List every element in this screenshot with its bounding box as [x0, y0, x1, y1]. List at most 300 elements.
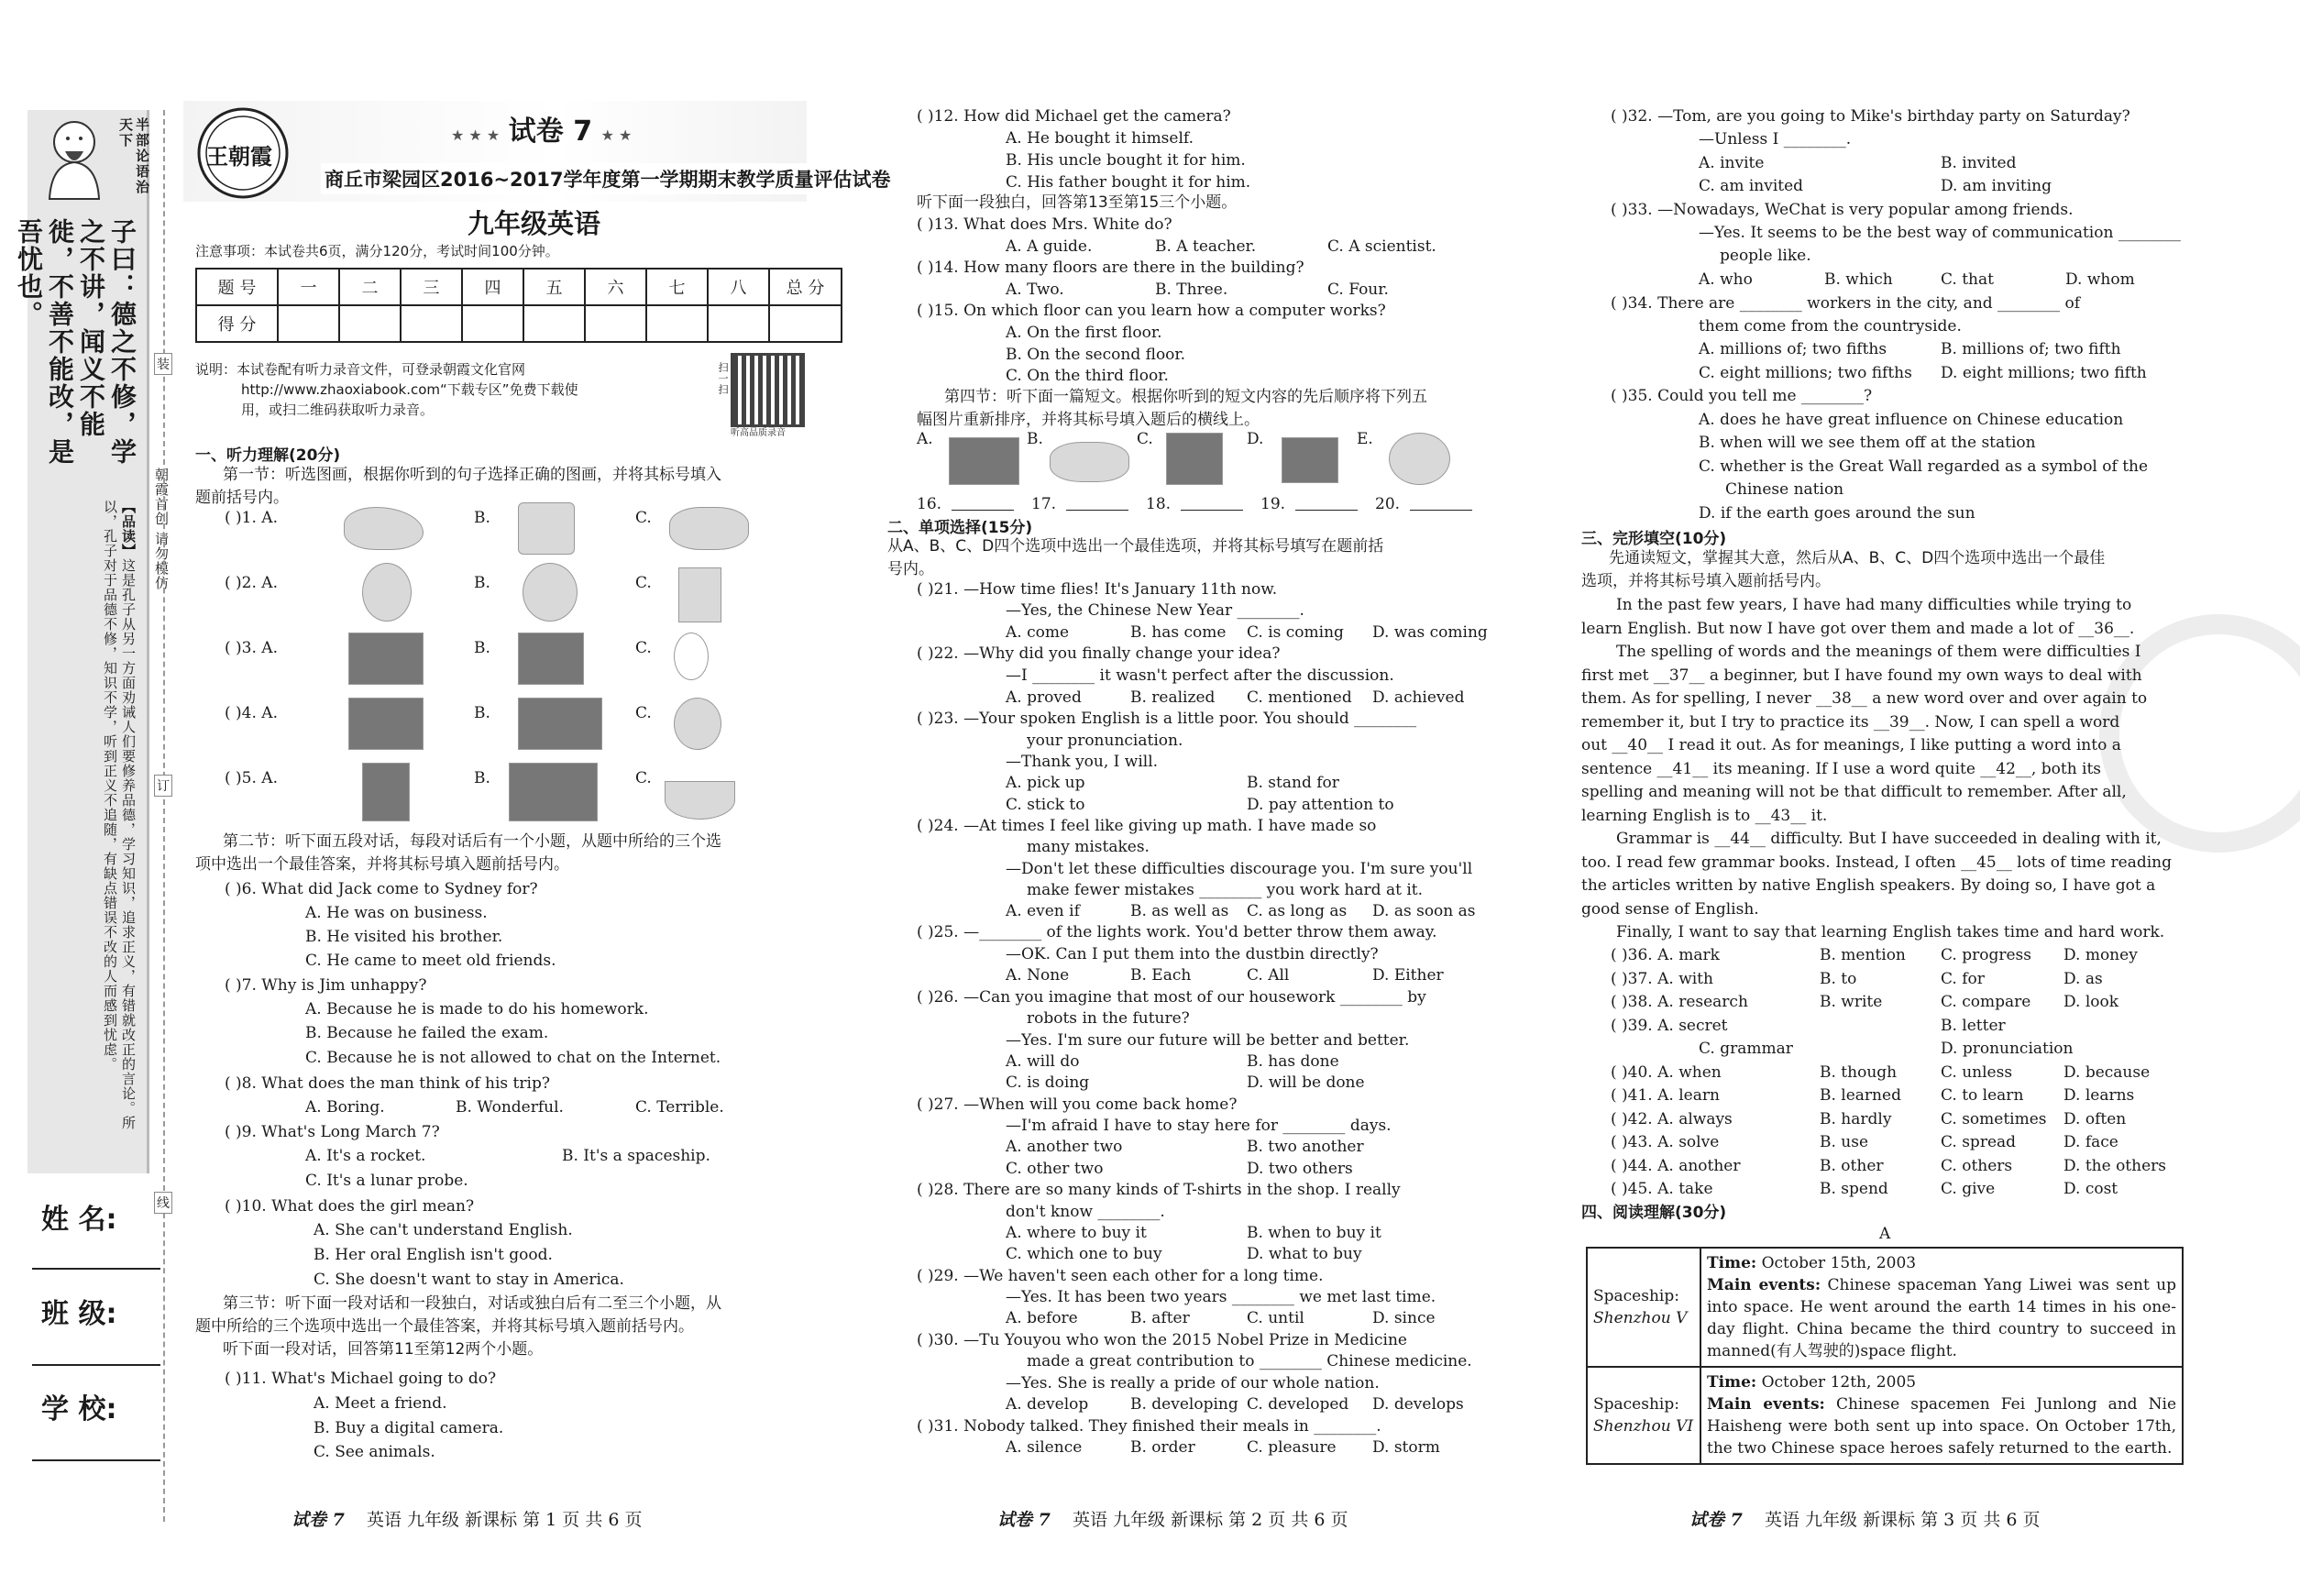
q27-a: A. another two	[1006, 1138, 1123, 1156]
page1-footer	[292, 1506, 643, 1531]
q24: ( )24. —At times I feel like giving up math. I have made so	[917, 817, 1377, 835]
cloze-line: In the past few years, I have had many difficulties while trying to	[1616, 596, 2132, 614]
footer-info: 英语 九年级 新课标 第 3 页 共 6 页	[1765, 1510, 2041, 1530]
q29-l2: —Yes. It has been two years ________ we met last time.	[1006, 1288, 1436, 1306]
part1-instruction	[195, 464, 809, 510]
laptop-image[interactable]	[949, 437, 1019, 485]
q26-d: D. will be done	[1247, 1073, 1365, 1092]
girl-cartoon-image[interactable]	[362, 563, 412, 622]
answer-blank[interactable]	[1295, 510, 1358, 511]
q30-l3: —Yes. She is really a pride of our whole nation.	[1006, 1374, 1380, 1392]
q35-b: B. when will we see them off at the station	[1699, 434, 2036, 452]
choice-b: B. mention	[1820, 946, 1906, 964]
q11-a: A. Meet a friend.	[314, 1394, 447, 1413]
cloze-line: remember it, but I try to practice its __39__. Now, I can spell a word	[1581, 712, 2120, 732]
part2-instruction	[195, 831, 809, 876]
pic-label-c: C.	[1137, 430, 1153, 448]
seal-mark-2: 订	[154, 775, 172, 797]
q30: ( )30. —Tu Youyou who won the 2015 Nobel Prize in Medicine	[917, 1331, 1407, 1349]
class-label: 班 级:	[41, 1298, 117, 1330]
q8: ( )8. What does the man think of his trip?	[225, 1074, 550, 1093]
airplane-image[interactable]	[344, 507, 424, 550]
cloze-line: Grammar is __44__ difficulty. But I have succeeded in dealing with it,	[1616, 830, 2162, 848]
class-line[interactable]	[32, 1364, 160, 1366]
score-input[interactable]	[462, 305, 523, 342]
q33-b: B. which	[1824, 270, 1893, 289]
footer-test: 试卷 7	[292, 1510, 345, 1530]
monitor-image[interactable]	[1166, 433, 1223, 485]
q14-b: B. Three.	[1155, 281, 1228, 299]
section-2-instruction	[887, 535, 1383, 581]
choice-d: D. because	[2063, 1062, 2151, 1082]
choice-b: B. to	[1820, 969, 1857, 988]
scenery-image[interactable]	[518, 698, 602, 750]
q15-c: C. On the third floor.	[1006, 367, 1169, 385]
ship-name: Shenzhou VI	[1593, 1417, 1694, 1436]
score-header-row	[196, 269, 842, 305]
score-cell: 三	[401, 269, 462, 305]
telephone-image[interactable]	[1389, 433, 1450, 485]
camera-image[interactable]	[1282, 437, 1338, 483]
q30-c: C. developed	[1247, 1395, 1349, 1414]
q33-l2: —Yes. It seems to be the best way of communication ________	[1699, 224, 2181, 242]
choice-row	[1611, 991, 2197, 1015]
ship-label: Spaceship:	[1593, 1395, 1679, 1414]
option-c: C.	[635, 704, 652, 722]
q34-a: A. millions of; two fifths	[1699, 340, 1887, 358]
answer-blank[interactable]	[1410, 510, 1472, 511]
choice-b: B. though	[1820, 1062, 1898, 1082]
ship-label: Spaceship:	[1593, 1287, 1679, 1305]
part2-line-a: 第二节：听下面五段对话，每段对话后有一个小题，从题中所给的三个选	[223, 832, 721, 851]
cloze-line: learning English is to __43__ it.	[1581, 806, 1828, 825]
q28-b: B. when to buy it	[1247, 1224, 1381, 1242]
score-input[interactable]	[585, 305, 646, 342]
q7: ( )7. Why is Jim unhappy?	[225, 976, 427, 995]
choice-row	[1611, 1062, 2197, 1085]
part2-line-b: 项中选出一个最佳答案，并将其标号填入题前括号内。	[195, 855, 569, 874]
temple-of-heaven-image[interactable]	[509, 763, 598, 821]
option-c: C.	[635, 574, 652, 592]
score-value-row	[196, 305, 842, 342]
pic-q1	[225, 507, 811, 562]
q35-c: C. whether is the Great Wall regarded as a symbol of the	[1699, 457, 2149, 476]
score-input[interactable]	[523, 305, 585, 342]
q6-a: A. He was on business.	[305, 904, 488, 922]
q33-l3: people like.	[1720, 247, 1811, 265]
q15: ( )15. On which floor can you learn how a computer works?	[917, 302, 1386, 320]
car-image[interactable]	[669, 507, 749, 550]
event-cell	[1700, 1367, 2183, 1464]
choice-b: B. use	[1820, 1133, 1869, 1151]
q25-b: B. Each	[1130, 966, 1192, 985]
q22-d: D. achieved	[1372, 688, 1465, 707]
answer-blank[interactable]	[1181, 510, 1243, 511]
subject-title: 九年级英语	[468, 208, 601, 239]
q15-a: A. On the first floor.	[1006, 324, 1162, 342]
section-3-title: 三、完形填空(10分)	[1581, 530, 1727, 548]
score-cell: 一	[278, 269, 339, 305]
q22-c: C. mentioned	[1247, 688, 1352, 707]
q34: ( )34. There are ________ workers in the city, and ________ of	[1611, 294, 2080, 313]
score-input[interactable]	[278, 305, 339, 342]
q25-c: C. All	[1247, 966, 1290, 985]
q29-a: A. before	[1006, 1309, 1078, 1327]
pic-label-d: D.	[1247, 430, 1264, 448]
q13-c: C. A scientist.	[1327, 237, 1436, 256]
ship-cell	[1587, 1248, 1700, 1367]
part1-line-b: 题前括号内。	[195, 489, 289, 507]
q24-a: A. even if	[1006, 902, 1080, 920]
bus-image[interactable]	[518, 502, 575, 555]
choice-a: ( )36. A. mark	[1611, 946, 1720, 964]
pic-q-label: ( )5. A.	[225, 769, 278, 787]
choice-b: B. write	[1820, 993, 1883, 1011]
q23-c: C. stick to	[1006, 796, 1085, 814]
score-cell: 六	[585, 269, 646, 305]
choice-a: ( )43. A. solve	[1611, 1133, 1720, 1151]
pinkdu-title: 【品读】	[120, 500, 137, 558]
q7-a: A. Because he is made to do his homework.	[305, 1000, 649, 1018]
choice-row	[1611, 1084, 2197, 1108]
q25-a: A. None	[1006, 966, 1070, 985]
part4-line-a: 第四节：听下面一篇短文。根据你听到的短文内容的先后顺序将下列五	[944, 388, 1427, 406]
monologue-note: 听下面一段独白，回答第13至第15三个小题。	[917, 193, 1238, 212]
choice-d: D. cost	[2063, 1180, 2118, 1198]
option-b: B.	[474, 769, 490, 787]
publisher-note: 朝霞首创 请勿模仿	[153, 468, 170, 590]
stars-left: ★ ★ ★	[451, 127, 501, 144]
q27-l2: —I'm afraid I have to stay here for ________ days.	[1006, 1117, 1392, 1135]
q22-a: A. proved	[1006, 688, 1082, 707]
name-line[interactable]	[32, 1268, 160, 1270]
choice-c: C. others	[1941, 1156, 2013, 1175]
q29: ( )29. —We haven't seen each other for a long time.	[917, 1267, 1324, 1285]
q24-d: D. as soon as	[1372, 902, 1476, 920]
q32-a: A. invite	[1699, 154, 1765, 172]
option-b: B.	[474, 509, 490, 527]
q26-b: B. has done	[1247, 1052, 1339, 1071]
pic-q-label: ( )1. A.	[225, 509, 278, 527]
choice-row	[1611, 1131, 2197, 1155]
choice-b: B. other	[1820, 1156, 1884, 1175]
q26-a: A. will do	[1006, 1052, 1080, 1071]
choice-d: D. often	[2063, 1109, 2127, 1128]
q32: ( )32. —Tom, are you going to Mike's birthday party on Saturday?	[1611, 107, 2130, 126]
q21-a: A. come	[1006, 623, 1070, 642]
q24-l3: —Don't let these difficulties discourage you. I'm sure you'll	[1006, 860, 1473, 878]
choice-d: D. face	[2063, 1133, 2118, 1151]
q21-l2: —Yes, the Chinese New Year ________.	[1006, 601, 1304, 620]
blank-16: 16.	[917, 495, 942, 513]
reading-cartoon-image[interactable]	[678, 567, 721, 622]
sec3-line-b: 选项，并将其标号填入题前括号内。	[1581, 572, 1831, 590]
q25-l2: —OK. Can I put them into the dustbin directly?	[1006, 945, 1379, 963]
ship-name: Shenzhou V	[1593, 1309, 1688, 1327]
answer-blank[interactable]	[952, 510, 1014, 511]
zhaoxia-logo	[188, 105, 298, 202]
footer-info: 英语 九年级 新课标 第 1 页 共 6 页	[367, 1510, 643, 1530]
cloze-passage	[1581, 594, 2191, 945]
choice-row	[1611, 1178, 2197, 1202]
q35: ( )35. Could you tell me ________?	[1611, 387, 1873, 405]
top-badge: 半部论语治天下	[117, 117, 150, 195]
q7-c: C. Because he is not allowed to chat on the Internet.	[305, 1049, 721, 1067]
time-label: Time:	[1707, 1254, 1757, 1272]
q10-a: A. She can't understand English.	[314, 1221, 573, 1239]
school-line[interactable]	[32, 1459, 160, 1461]
q26-l3: —Yes. I'm sure our future will be better and better.	[1006, 1031, 1410, 1050]
choice-a: ( )44. A. another	[1611, 1156, 1741, 1175]
choice-a: ( )37. A. with	[1611, 969, 1713, 988]
cloze-line: too. I read few grammar books. Instead, I often __45__ lots of time reading	[1581, 853, 2172, 872]
q31-d: D. storm	[1372, 1438, 1440, 1457]
cloze-line: learn English. But now I have got over them and made a lot of __36__.	[1581, 619, 2135, 638]
q23-l3: —Thank you, I will.	[1006, 753, 1159, 771]
q28-a: A. where to buy it	[1006, 1224, 1147, 1242]
q30-a: A. develop	[1006, 1395, 1089, 1414]
choice-d: D. learns	[2063, 1086, 2135, 1105]
qr-side-label: 扫一扫	[717, 362, 729, 395]
q22: ( )22. —Why did you finally change your idea?	[917, 644, 1281, 663]
pinkdu-text: 这是孔子从另一方面劝诫人们要修养品德，学习知识，追求正义，有错就改正的言论。所以，孔子对于品德不修，知识不学，听到正义不追随，有缺点错误不改的人而感到忧虑。	[102, 500, 137, 1130]
audio-note-2[interactable]: http://www.zhaoxiabook.com“下载专区”免费下载使	[241, 381, 578, 398]
q25: ( )25. —________ of the lights work. You'd better throw them away.	[917, 923, 1437, 941]
q27-b: B. two another	[1247, 1138, 1364, 1156]
pic-q5	[225, 767, 811, 822]
table-row	[1587, 1248, 2183, 1367]
part1-line-a: 第一节：听选图画，根据你听到的句子选择正确的图画，并将其标号填入	[223, 466, 721, 484]
q9: ( )9. What's Long March 7?	[225, 1123, 440, 1141]
q24-l4: make fewer mistakes ________ you work hard at it.	[1027, 881, 1424, 899]
q29-c: C. until	[1247, 1309, 1304, 1327]
part3-line-b: 题中所给的三个选项中选出一个最佳答案，并将其标号填入题前括号内。	[195, 1317, 694, 1336]
audio-note-3: 用，或扫二维码获取听力录音。	[241, 402, 435, 418]
footer-info: 英语 九年级 新课标 第 2 页 共 6 页	[1073, 1510, 1348, 1530]
choice-c: C. give	[1941, 1180, 1996, 1198]
ufo-image[interactable]	[348, 698, 424, 750]
lightbulb-image[interactable]	[674, 633, 709, 680]
event-cell	[1700, 1248, 2183, 1367]
score-input[interactable]	[339, 305, 401, 342]
pic-q3	[225, 637, 811, 692]
great-wall-image[interactable]	[362, 763, 410, 821]
q8-c: C. Terrible.	[635, 1098, 724, 1117]
score-input[interactable]	[646, 305, 708, 342]
choice-row	[1611, 968, 2197, 992]
q31-c: C. pleasure	[1247, 1438, 1337, 1457]
q7-b: B. Because he failed the exam.	[305, 1024, 549, 1042]
choice-row	[1611, 944, 2197, 968]
cloze-line: first met __37__ a beginner, but I have found my own ways to deal with	[1581, 666, 2142, 685]
car-image[interactable]	[1050, 442, 1129, 482]
seal-mark-1: 装	[154, 353, 172, 375]
score-cell: 八	[708, 269, 769, 305]
q12-a: A. He bought it himself.	[1006, 129, 1194, 148]
q22-l2: —I ________ it wasn't perfect after the discussion.	[1006, 666, 1394, 685]
cloze-line: sentence __41__ its meaning. If I use a word quite __42__, both its	[1581, 759, 2102, 778]
score-input[interactable]	[401, 305, 462, 342]
choice-b: B. hardly	[1820, 1109, 1892, 1128]
q29-b: B. after	[1130, 1309, 1190, 1327]
choice-a: ( )39. A. secret	[1611, 1016, 1728, 1035]
score-cell: 得 分	[196, 305, 278, 342]
choice-a: ( )45. A. take	[1611, 1180, 1713, 1198]
events-value: Chinese spacemen Fei Junlong and Nie Haisheng were both sent up into space. On October 17th, the two Chinese space heroes safely returned to the earth.	[1707, 1395, 2177, 1458]
pic-label-a: A.	[917, 430, 933, 448]
option-c: C.	[635, 639, 652, 657]
monitor-image[interactable]	[518, 633, 584, 685]
q21-b: B. has come	[1130, 623, 1227, 642]
choice-c: C. for	[1941, 969, 1985, 988]
choice-row	[1611, 1015, 2197, 1039]
time-label: Time:	[1707, 1373, 1757, 1392]
choice-a: ( )41. A. learn	[1611, 1086, 1720, 1105]
score-cell: 题 号	[196, 269, 278, 305]
part3-instruction	[195, 1293, 809, 1361]
score-cell: 总 分	[769, 269, 842, 305]
part3-line-c: 听下面一段对话，回答第11至第12两个小题。	[223, 1340, 544, 1359]
q23-d: D. pay attention to	[1247, 796, 1394, 814]
confucius-illustration	[33, 115, 116, 202]
q33-c: C. that	[1941, 270, 1994, 289]
q30-l2: made a great contribution to ________ Chinese medicine.	[1027, 1352, 1472, 1370]
choice-row	[1611, 1155, 2197, 1179]
q8-a: A. Boring.	[305, 1098, 385, 1117]
q30-d: D. develops	[1372, 1395, 1464, 1414]
choice-c: C. to learn	[1941, 1086, 2024, 1105]
page3-footer	[1689, 1506, 2041, 1531]
q32-d: D. am inviting	[1941, 177, 2052, 195]
section-3-instruction	[1581, 547, 2105, 593]
q35-a: A. does he have great influence on Chinese education	[1699, 411, 2124, 429]
q31-b: B. order	[1130, 1438, 1195, 1457]
qr-code[interactable]	[731, 353, 805, 427]
section-2-title: 二、单项选择(15分)	[887, 519, 1033, 537]
q29-d: D. since	[1372, 1309, 1436, 1327]
audio-note	[195, 359, 578, 420]
score-input[interactable]	[708, 305, 769, 342]
blank-20: 20.	[1375, 495, 1401, 513]
pic-q-label: ( )2. A.	[225, 574, 278, 592]
q35-d: D. if the earth goes around the sun	[1699, 504, 1975, 523]
events-label: Main events:	[1707, 1276, 1821, 1294]
exam-banner: 商丘市梁园区2016~2017学年度第一学期期末教学质量评估试卷	[321, 163, 895, 194]
test-number	[451, 108, 632, 149]
pic-q2	[225, 572, 811, 627]
choice-c: C. spread	[1941, 1133, 2017, 1151]
q32-c: C. am invited	[1699, 177, 1804, 195]
q9-b: B. It's a spaceship.	[562, 1147, 710, 1165]
q27-c: C. other two	[1006, 1160, 1104, 1178]
blank-17: 17.	[1031, 495, 1057, 513]
q23: ( )23. —Your spoken English is a little poor. You should ________	[917, 710, 1417, 728]
section-4-title: 四、阅读理解(30分)	[1581, 1204, 1727, 1222]
score-cell: 四	[462, 269, 523, 305]
cloze-line: spelling and meaning will not be that difficult to remember. After all,	[1581, 783, 2127, 801]
q8-b: B. Wonderful.	[456, 1098, 564, 1117]
test-no-label: 试卷 7	[508, 116, 593, 148]
panda-image[interactable]	[674, 698, 721, 750]
q11: ( )11. What's Michael going to do?	[225, 1370, 497, 1388]
q15-b: B. On the second floor.	[1006, 346, 1186, 364]
laptop-image[interactable]	[348, 633, 424, 685]
q12-c: C. His father bought it for him.	[1006, 173, 1251, 192]
score-input[interactable]	[769, 305, 842, 342]
cloze-line: Finally, I want to say that learning English takes time and hard work.	[1616, 923, 2165, 941]
q30-b: B. developing	[1130, 1395, 1238, 1414]
q26: ( )26. —Can you imagine that most of our housework ________ by	[917, 988, 1426, 1007]
answer-blank[interactable]	[1066, 510, 1128, 511]
q21-c: C. is coming	[1247, 623, 1344, 642]
q12-b: B. His uncle bought it for him.	[1006, 151, 1246, 170]
q27-d: D. two others	[1247, 1160, 1353, 1178]
q24-l2: many mistakes.	[1027, 838, 1150, 856]
page2-footer	[997, 1506, 1348, 1531]
cloze-line: The spelling of words and the meanings of them were difficulties I	[1616, 643, 2141, 661]
choice-a: ( )40. A. when	[1611, 1062, 1722, 1082]
boy-cartoon-image[interactable]	[523, 563, 578, 622]
ship-cell	[1587, 1367, 1700, 1464]
choice-c: C. progress	[1941, 946, 2031, 964]
choice-d: D. money	[2063, 946, 2138, 964]
events-label: Main events:	[1707, 1395, 1825, 1414]
score-cell: 五	[523, 269, 585, 305]
score-cell: 七	[646, 269, 708, 305]
option-c: C.	[635, 769, 652, 787]
choice-c: C. sometimes	[1941, 1109, 2047, 1128]
q21: ( )21. —How time flies! It's January 11th now.	[917, 580, 1278, 599]
q28-d: D. what to buy	[1247, 1245, 1362, 1263]
blank-19: 19.	[1260, 495, 1286, 513]
choice-d: D. pronunciation	[1941, 1040, 2074, 1058]
time-value: October 12th, 2005	[1761, 1373, 1917, 1392]
q26-c: C. is doing	[1006, 1073, 1090, 1092]
score-table	[195, 268, 842, 343]
cloze-choices	[1611, 944, 2197, 1202]
q21-d: D. was coming	[1372, 623, 1488, 642]
q13-a: A. A guide.	[1006, 237, 1093, 256]
sec2-line-b: 号内。	[887, 560, 934, 578]
logo-text: 王朝霞	[206, 143, 272, 170]
q23-a: A. pick up	[1006, 774, 1085, 792]
choice-c: C. unless	[1941, 1062, 2013, 1082]
q6: ( )6. What did Jack come to Sydney for?	[225, 880, 538, 898]
q34-c: C. eight millions; two fifths	[1699, 364, 1912, 382]
choice-d: D. as	[2063, 969, 2103, 988]
q31: ( )31. Nobody talked. They finished their meals in ________.	[917, 1417, 1381, 1436]
part3-line-a: 第三节：听下面一段对话和一段独白，对话或独白后有二至三个小题，从	[223, 1294, 721, 1313]
q33: ( )33. —Nowadays, WeChat is very popular among friends.	[1611, 201, 2074, 219]
option-b: B.	[474, 639, 490, 657]
bowl-image[interactable]	[665, 781, 735, 820]
choice-d: D. look	[2063, 993, 2119, 1011]
school-label: 学 校:	[41, 1393, 117, 1425]
q13-b: B. A teacher.	[1155, 237, 1257, 256]
q34-d: D. eight millions; two fifth	[1941, 364, 2147, 382]
q23-b: B. stand for	[1247, 774, 1339, 792]
q34-l2: them come from the countryside.	[1699, 317, 1962, 336]
q9-c: C. It's a lunar probe.	[305, 1172, 468, 1190]
name-label: 姓 名:	[41, 1204, 117, 1236]
q33-a: A. who	[1699, 270, 1753, 289]
time-value: October 15th, 2003	[1761, 1254, 1917, 1272]
q28: ( )28. There are so many kinds of T-shirts in the shop. I really	[917, 1181, 1401, 1199]
table-row	[1587, 1367, 2183, 1464]
q33-d: D. whom	[2065, 270, 2135, 289]
q14-a: A. Two.	[1006, 281, 1064, 299]
q31-a: A. silence	[1006, 1438, 1083, 1457]
